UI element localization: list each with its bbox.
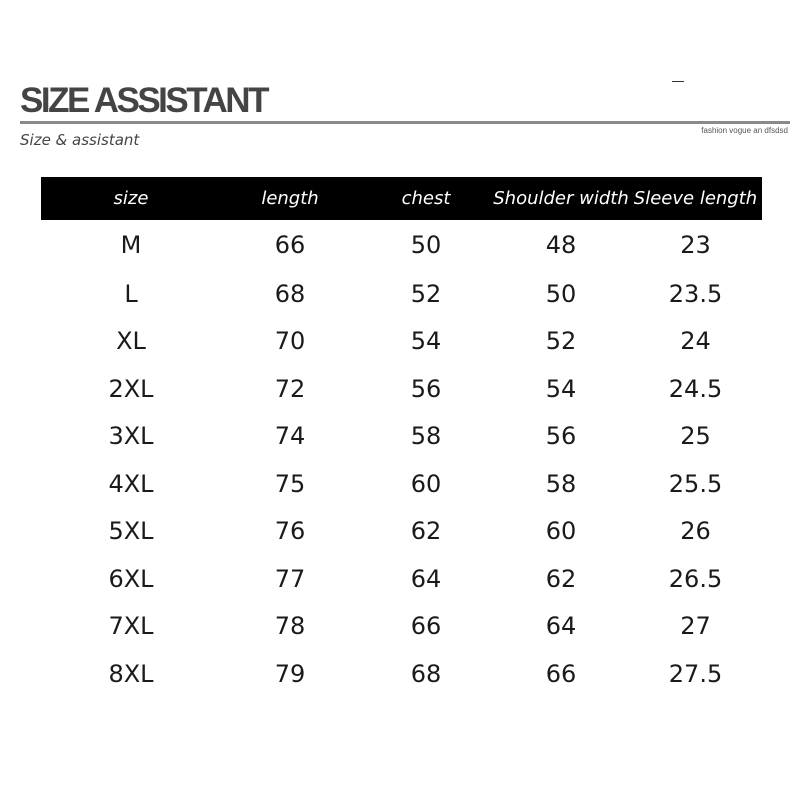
sleeve-length-cell: 25 <box>680 422 711 451</box>
size-cell: 3XL <box>108 422 154 451</box>
table-row <box>41 650 762 698</box>
chest-cell: 52 <box>410 279 442 308</box>
size-cell: 2XL <box>108 374 154 403</box>
size-cell: 5XL <box>108 517 154 546</box>
column-header-length: length <box>221 177 359 220</box>
shoulder-width-cell: 62 <box>545 564 577 593</box>
table-row <box>41 318 762 366</box>
sleeve-length-cell: 23 <box>680 231 711 259</box>
tagline: fashion vogue an dfsdsd <box>701 126 788 135</box>
chest-cell: 56 <box>410 374 442 403</box>
table-row <box>41 555 762 603</box>
table-row <box>41 270 762 318</box>
page-title: SIZE ASSISTANT <box>20 81 267 120</box>
sleeve-length-cell: 26.5 <box>668 564 723 593</box>
table-row <box>41 508 762 556</box>
decorative-dash <box>672 81 684 82</box>
sleeve-length-cell: 27.5 <box>668 659 723 688</box>
length-cell: 78 <box>274 612 306 641</box>
length-cell: 72 <box>274 374 306 403</box>
table-row <box>41 460 762 508</box>
shoulder-width-cell: 60 <box>545 517 577 546</box>
table-row <box>41 220 762 270</box>
sleeve-length-cell: 23.5 <box>668 279 723 308</box>
chest-cell: 58 <box>410 422 442 451</box>
sleeve-length-cell: 24 <box>680 327 711 356</box>
length-cell: 77 <box>274 564 306 593</box>
chest-cell: 60 <box>410 469 442 498</box>
length-cell: 66 <box>274 231 306 259</box>
page-subtitle: Size & assistant <box>20 131 140 149</box>
size-cell: XL <box>116 327 146 356</box>
chest-cell: 62 <box>410 517 442 546</box>
length-cell: 79 <box>274 659 306 688</box>
length-cell: 68 <box>274 279 306 308</box>
shoulder-width-cell: 52 <box>545 327 577 356</box>
size-cell: 6XL <box>108 564 154 593</box>
title-divider <box>20 121 790 124</box>
shoulder-width-cell: 48 <box>545 231 577 259</box>
size-cell: L <box>124 279 138 308</box>
column-header-shoulder-width: Shoulder width <box>493 177 629 220</box>
size-cell: 8XL <box>108 659 154 688</box>
sleeve-length-cell: 24.5 <box>668 374 723 403</box>
length-cell: 76 <box>274 517 306 546</box>
length-cell: 70 <box>274 327 306 356</box>
column-header-size: size <box>41 177 221 220</box>
shoulder-width-cell: 56 <box>545 422 577 451</box>
size-cell: M <box>120 231 142 259</box>
table-header-row <box>41 177 762 220</box>
size-cell: 7XL <box>108 612 154 641</box>
column-header-chest: chest <box>359 177 493 220</box>
shoulder-width-cell: 58 <box>545 469 577 498</box>
shoulder-width-cell: 54 <box>545 374 577 403</box>
table-row <box>41 365 762 413</box>
table-body <box>41 220 762 698</box>
sleeve-length-cell: 26 <box>680 517 711 546</box>
shoulder-width-cell: 64 <box>545 612 577 641</box>
chest-cell: 66 <box>410 612 442 641</box>
shoulder-width-cell: 50 <box>545 279 577 308</box>
chest-cell: 54 <box>410 327 442 356</box>
chest-cell: 68 <box>410 659 442 688</box>
column-header-sleeve-length: Sleeve length <box>629 177 762 220</box>
chest-cell: 64 <box>410 564 442 593</box>
sleeve-length-cell: 25.5 <box>668 469 723 498</box>
size-cell: 4XL <box>108 469 154 498</box>
length-cell: 75 <box>274 469 306 498</box>
length-cell: 74 <box>274 422 306 451</box>
table-row <box>41 413 762 461</box>
table-row <box>41 603 762 651</box>
size-chart-table <box>41 177 762 698</box>
sleeve-length-cell: 27 <box>680 612 711 641</box>
shoulder-width-cell: 66 <box>545 659 577 688</box>
chest-cell: 50 <box>410 231 442 259</box>
